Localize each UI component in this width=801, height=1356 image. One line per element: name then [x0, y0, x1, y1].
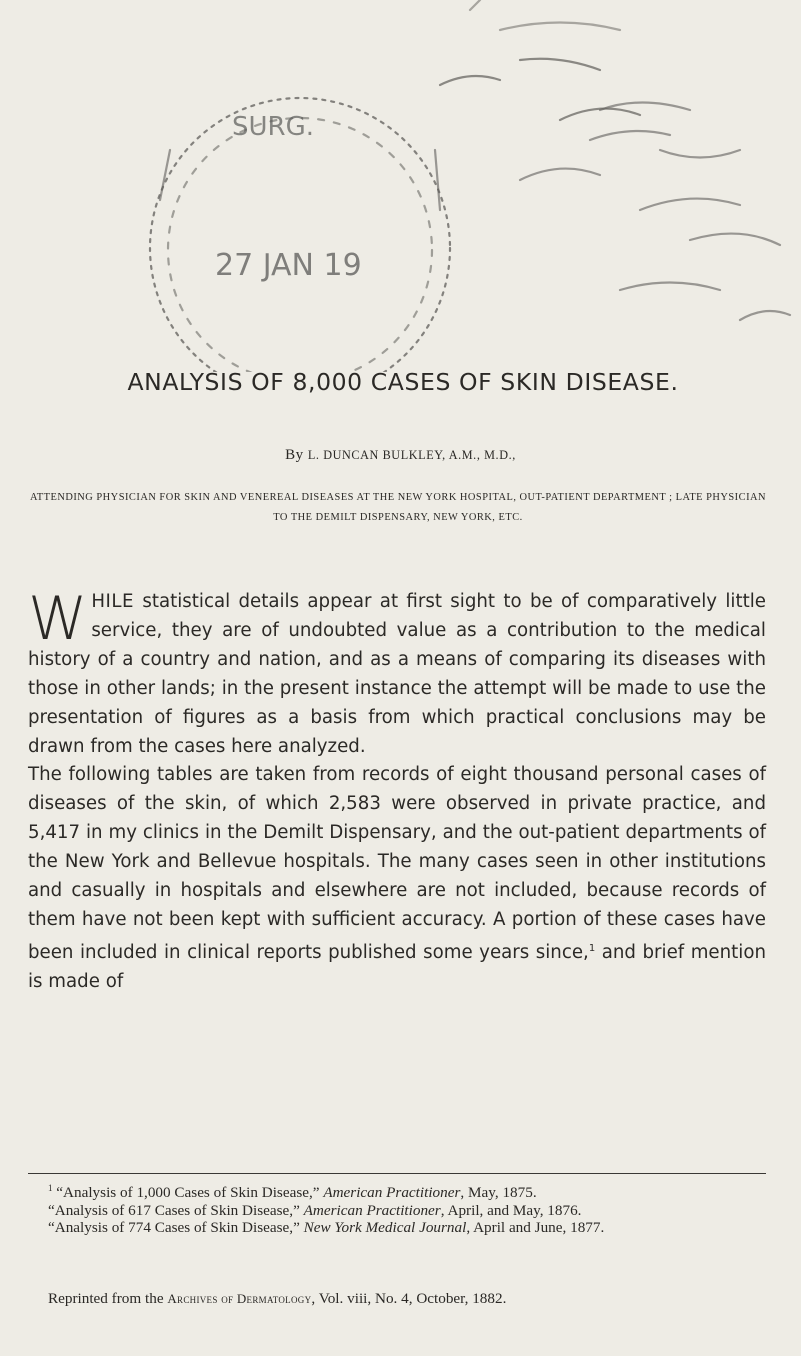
reprint-source: Archives of Dermatology [167, 1291, 312, 1306]
byline [0, 447, 801, 464]
footnote [28, 1180, 766, 1202]
footnote-text-end: , May, 1875. [460, 1184, 537, 1202]
journal-title: American Practitioner [323, 1184, 461, 1202]
reprint-suffix: , Vol. viii, No. 4, October, 1882. [311, 1290, 507, 1307]
stamp-text: SURG. [232, 112, 315, 142]
footnote-text-end: , April and June, 1877. [466, 1219, 605, 1237]
stamp-date: 27 JAN 19 [215, 248, 362, 283]
footnote [28, 1202, 766, 1220]
journal-title: American Practitioner [303, 1201, 441, 1219]
paragraph-2-text: The following tables are taken from records of eight thousand personal cases of diseases of the skin, of which 2,583 were observed in private practice, and 5,417 in my clinics in the Demilt Dispensary, and the out-patient departments of the New York and Bellevue hospitals. The many cases seen in other institutions and casually in hospitals and elsewhere are not included, because records of them have not been kept with sufficient accuracy. A portion of these cases have been included in clinical reports published some years since, [28, 764, 766, 963]
footnotes [28, 1180, 766, 1237]
byline-prefix: By [285, 447, 304, 463]
author: L. DUNCAN BULKLEY, A.M., M.D., [307, 448, 516, 462]
footnote-rule [28, 1173, 766, 1174]
article-body [28, 584, 766, 997]
article-title: ANALYSIS OF 8,000 CASES OF SKIN DISEASE. [127, 368, 679, 396]
library-stamp [0, 0, 801, 372]
affiliation: ATTENDING PHYSICIAN FOR SKIN AND VENEREAL DISEASES AT THE NEW YORK HOSPITAL, OUT-PATIENT DEPARTMENT ; LATE PHYSICIAN TO THE DEMILT DISPENSARY, NEW YORK, ETC. [29, 492, 767, 523]
dropcap: W [28, 584, 88, 654]
paragraph-2-end: and brief mention is made of [28, 941, 766, 992]
paragraph-1 [28, 584, 766, 761]
reprint-note [28, 1290, 766, 1308]
footnote-text: “Analysis of 617 Cases of Skin Disease,” [48, 1201, 304, 1219]
footnote-mark: 1 [48, 1183, 53, 1193]
journal-title: New York Medical Journal [303, 1219, 467, 1237]
footnote-text: “Analysis of 1,000 Cases of Skin Disease,” [52, 1184, 324, 1202]
footnote-text-end: , April, and May, 1876. [440, 1201, 582, 1219]
footnote-text: “Analysis of 774 Cases of Skin Disease,” [48, 1219, 304, 1237]
paragraph-2 [28, 761, 766, 996]
paragraph-1-text: statistical details appear at first sight to be of comparatively little service, they are of undoubted value as a contribution to the medical history of a country and nation, and as a means of comparing its diseases with those in other lands; in the present instance the attempt will be made to use the presentation of figures as a basis from which practical conclusions may be drawn from the cases here analyzed. [28, 591, 766, 757]
reprint-prefix: Reprinted from the [48, 1290, 168, 1307]
footnote-ref: 1 [588, 942, 596, 954]
first-word: HILE [91, 591, 134, 612]
footnote [28, 1219, 766, 1237]
